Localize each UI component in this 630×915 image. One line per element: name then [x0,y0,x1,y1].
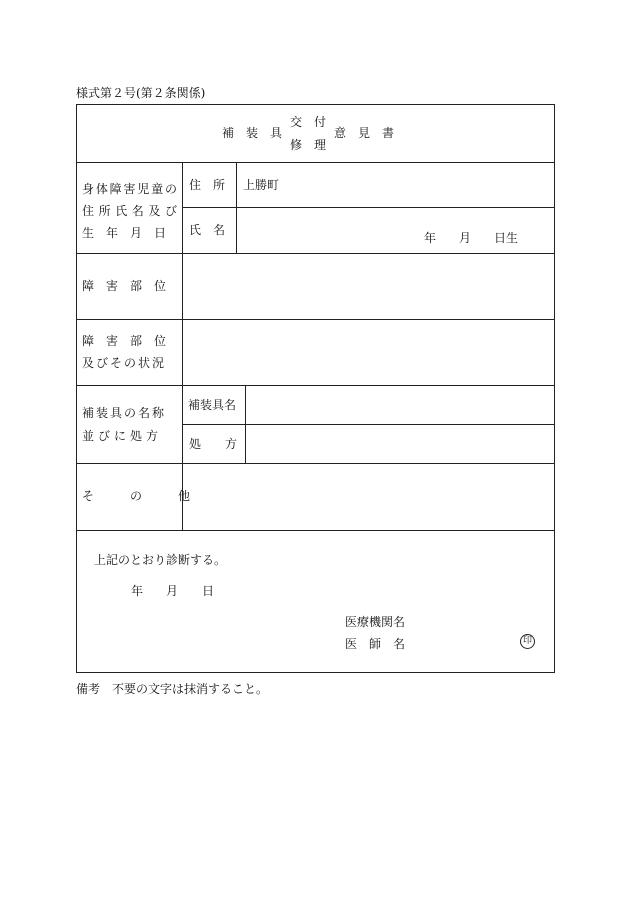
institution-label: 医療機関名 [345,615,406,629]
doctor-label: 医 師 名 [345,637,406,651]
cert-month-label: 月 [166,584,179,598]
device-label-line-1: 補装具の名称 [82,406,167,420]
divider-site [76,319,555,320]
identity-label-line-2: 住 所 氏 名 及 び [82,204,177,218]
title-prefix: 補 装 具 [222,126,283,140]
certification-statement: 上記のとおり診断する。 [94,553,227,567]
divider-title [76,162,555,163]
cert-day-label: 日 [202,584,215,598]
note: 備考 不要の文字は抹消すること。 [76,682,269,696]
disability-status-label-line-1: 障 害 部 位 [82,334,167,348]
cert-year-label: 年 [131,584,144,598]
divider-identity [76,253,555,254]
address-value[interactable]: 上勝町 [243,178,280,192]
title-suffix: 意 見 書 [334,126,395,140]
title-option-bottom: 修 理 [290,138,327,152]
divider-other [76,530,555,531]
divider-device [76,463,555,464]
prescription-field[interactable] [247,426,553,462]
device-name-field[interactable] [247,387,553,423]
disability-status-label-line-2: 及びその状況 [82,356,167,370]
other-label: そ の 他 [82,489,203,503]
birth-day-label: 日生 [494,231,519,245]
seal-mark-icon: 印 [520,634,535,649]
disability-status-field[interactable] [184,321,553,384]
identity-label-line-1: 身 体 障 害 児 童 の [82,182,177,196]
other-field[interactable] [184,465,553,529]
identity-label-line-3: 生 年 月 日 [82,226,167,240]
birth-month-label: 月 [459,231,472,245]
name-label: 氏 名 [189,223,226,237]
birth-year-label: 年 [424,231,437,245]
device-label-line-2: 並びに処方 [82,429,163,443]
prescription-label: 処 方 [189,437,238,451]
device-name-label: 補装具名 [188,398,237,412]
title-option-top: 交 付 [290,115,327,129]
disability-site-field[interactable] [184,255,553,318]
address-label: 住 所 [189,178,226,192]
disability-site-label: 障 害 部 位 [82,279,167,293]
form-number: 様式第２号(第２条関係) [76,86,206,100]
device-subdivider [245,385,246,463]
divider-device-inner [182,424,555,425]
label-column-divider [182,162,183,530]
identity-subdivider [236,162,237,253]
divider-address-name [182,207,555,208]
divider-status [76,385,555,386]
